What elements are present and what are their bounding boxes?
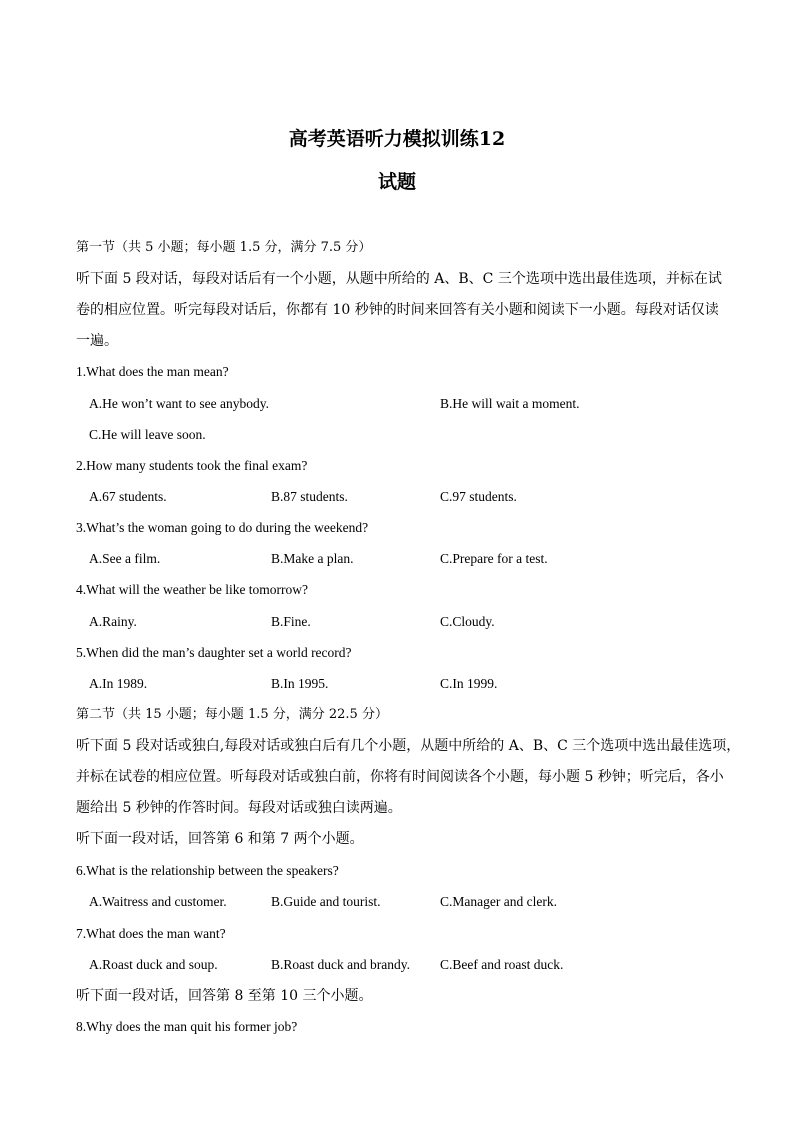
question-stem: 7.What does the man want? [76, 926, 226, 941]
option-c: C.Cloudy. [440, 614, 495, 629]
option-b: B.In 1995. [271, 676, 329, 691]
option-c: C.97 students. [440, 489, 517, 504]
option-a: A.See a film. [89, 551, 161, 566]
option-c: C.He will leave soon. [89, 427, 206, 442]
option-c: C.Manager and clerk. [440, 894, 557, 909]
question-stem: 2.How many students took the final exam? [76, 458, 308, 473]
option-a: A.Roast duck and soup. [89, 957, 218, 972]
option-a: A.Rainy. [89, 614, 137, 629]
option-b: B.Roast duck and brandy. [271, 957, 410, 972]
option-a: A.Waitress and customer. [89, 894, 227, 909]
option-a: A.67 students. [89, 489, 167, 504]
section2-instruction-line: 并标在试卷的相应位置。听每段对话或独白前，你将有时间阅读各个小题，每小题 5 秒钟；听完后，各小 [76, 769, 724, 785]
question-stem: 3.What’s the woman going to do during the weekend? [76, 520, 369, 535]
option-b: B.He will wait a moment. [440, 396, 580, 411]
section2-instruction-line: 题给出 5 秒钟的作答时间。每段对话或独白读两遍。 [76, 800, 402, 816]
dialogue-note: 听下面一段对话，回答第 6 和第 7 两个小题。 [76, 831, 364, 847]
dialogue-note: 听下面一段对话，回答第 8 至第 10 三个小题。 [76, 988, 373, 1004]
section2-instruction-line: 听下面 5 段对话或独白,每段对话或独白后有几个小题，从题中所给的 A、B、C 三个选项中选出最佳选项， [76, 738, 741, 754]
option-c: C.In 1999. [440, 676, 498, 691]
question-stem: 4.What will the weather be like tomorrow? [76, 582, 309, 597]
question-stem: 8.Why does the man quit his former job? [76, 1019, 298, 1034]
section1-instruction-line: 一遍。 [76, 333, 118, 349]
option-b: B.87 students. [271, 489, 348, 504]
question-stem: 5.When did the man’s daughter set a world record? [76, 645, 352, 660]
section1-instruction-line: 卷的相应位置。听完每段对话后，你都有 10 秒钟的时间来回答有关小题和阅读下一小题。每段对话仅读 [76, 302, 719, 318]
option-b: B.Fine. [271, 614, 311, 629]
page-title: 高考英语听力模拟训练12 [288, 128, 506, 150]
option-b: B.Guide and tourist. [271, 894, 381, 909]
section1-instruction-line: 听下面 5 段对话，每段对话后有一个小题，从题中所给的 A、B、C 三个选项中选出最佳选项，并标在试 [76, 271, 722, 287]
section2-heading: 第二节（共 15 小题；每小题 1.5 分，满分 22.5 分） [76, 707, 388, 722]
option-b: B.Make a plan. [271, 551, 354, 566]
option-c: C.Prepare for a test. [440, 551, 548, 566]
section1-heading: 第一节（共 5 小题；每小题 1.5 分，满分 7.5 分） [76, 240, 372, 255]
question-stem: 1.What does the man mean? [76, 364, 229, 379]
option-c: C.Beef and roast duck. [440, 957, 564, 972]
question-stem: 6.What is the relationship between the speakers? [76, 863, 339, 878]
option-a: A.In 1989. [89, 676, 148, 691]
option-a: A.He won’t want to see anybody. [89, 396, 269, 411]
page-subtitle: 试题 [377, 171, 416, 193]
